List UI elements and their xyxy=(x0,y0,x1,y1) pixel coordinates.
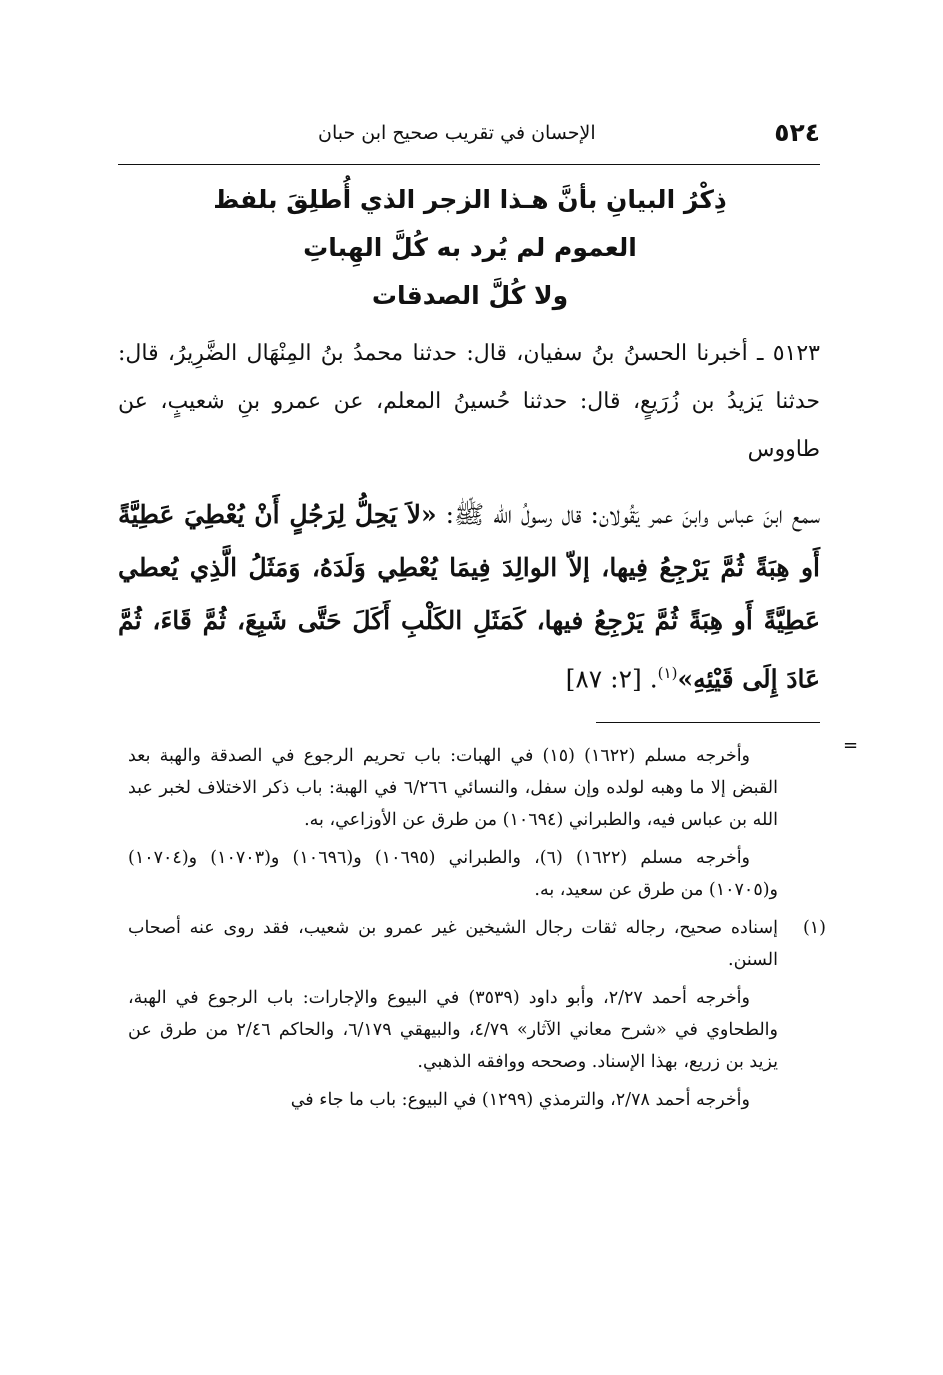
chapter-heading-line-1: ذِكْرُ البيانِ بأنَّ هـذا الزجر الذي أُطلِقَ بلفظ xyxy=(213,185,727,214)
footnote-1-paragraph-3: وأخرجه أحمد ٢/٧٨، والترمذي (١٢٩٩) في البيوع: باب ما جاء في xyxy=(290,1090,750,1110)
running-title: الإحسان في تقريب صحيح ابن حبان xyxy=(318,122,596,144)
chapter-heading-line-3: ولا كُلَّ الصدقات xyxy=(371,281,569,310)
hadith-isnad: ٥١٢٣ ـ أخبرنا الحسنُ بنُ سفيان، قال: حدثنا محمدُ بنُ المِنْهَال الضَّرِيرُ، قال: حدثنا يَزيدُ بن زُرَيعٍ، قال: حدثنا حُسينُ المعلم، عن عمرو بنِ شعيبٍ، عن طاووس xyxy=(118,341,820,462)
chapter-heading-line-2: العموم لم يُرد به كُلَّ الهِباتِ xyxy=(303,233,637,262)
hadith-reference: . [٢: ٨٧] xyxy=(565,664,658,694)
footnote-reference: (١) xyxy=(657,664,678,682)
page-header xyxy=(118,118,820,164)
footnotes xyxy=(128,740,826,1122)
page-number: ٥٢٤ xyxy=(774,118,820,147)
matn-intro: سمع ابنَ عباس وابنَ عمر يَقُولان: قال رسولُ الله ﷺ: xyxy=(445,500,820,529)
footnote-rule xyxy=(596,722,820,723)
footnote-1-number: (١) xyxy=(802,918,826,938)
hadith-matn xyxy=(118,488,820,705)
header-rule xyxy=(118,164,820,165)
footnote-1-paragraph-2: وأخرجه أحمد ٢/٢٧، وأبو داود (٣٥٣٩) في البيوع والإجارات: باب الرجوع في الهبة، والطحاوي في «شرح معاني الآثار» ٤/٧٩، والبيهقي ٦/١٧٩، والحاكم ٢/٤٦ من طرق عن يزيد بن زريع، بهذا الإسناد. وصححه ووافقه الذهبي. xyxy=(128,988,778,1072)
footnote-continuation-2: وأخرجه مسلم (١٦٢٢) (٦)، والطبراني (١٠٦٩٥) و(١٠٦٩٦) و(١٠٧٠٣) و(١٠٧٠٤) و(١٠٧٠٥) من طرق عن سعيد، به. xyxy=(128,848,778,900)
matn-text: «لاَ يَحِلُّ لِرَجُلٍ أَنْ يُعْطِيَ عَطِيَّةً أَو هِبَةً ثُمَّ يَرْجِعُ فِيها، إلاّ الوالِدَ فِيمَا يُعْطِي وَلَدَهُ، وَمَثَلُ الَّذِي يُعطي عَطِيَّةً أَو هِبَةً ثُمَّ يَرْجِعُ فيها، كَمَثَلِ الكَلْبِ أَكَلَ حَتَّى شَبِعَ، ثُمَّ قَاءَ، ثُمَّ عَادَ إِلَى قَيْئِهِ» xyxy=(118,500,820,694)
footnote-1 xyxy=(128,912,826,976)
footnote-continuation-1: وأخرجه مسلم (١٦٢٢) (١٥) في الهبات: باب تحريم الرجوع في الصدقة والهبة بعد القبض إلا ما وهبه لولده وإن سفل، والنسائي ٦/٢٦٦ في الهبة: باب ذكر الاختلاف لخبر عبد الله بن عباس فيه، والطبراني (١٠٦٩٤) من طرق عن الأوزاعي، به. xyxy=(128,746,778,830)
continuation-mark: = xyxy=(843,735,859,756)
chapter-heading xyxy=(170,176,770,320)
footnote-1-text: إسناده صحيح، رجاله ثقات رجال الشيخين غير عمرو بن شعيب، فقد روى عنه أصحاب السنن. xyxy=(128,918,778,970)
